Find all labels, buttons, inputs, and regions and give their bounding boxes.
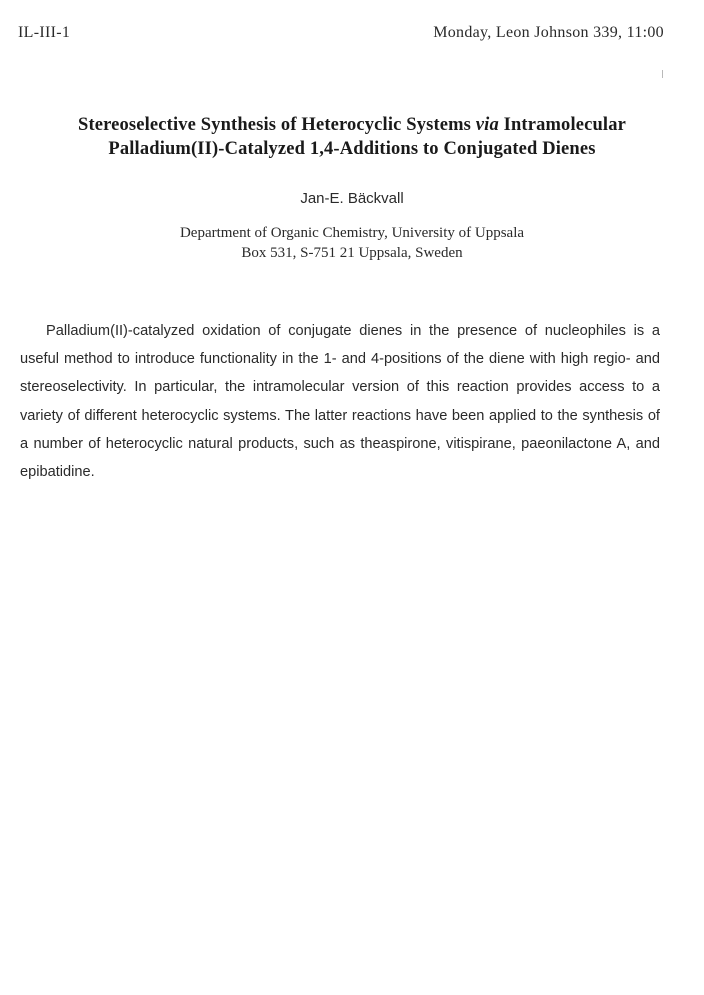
title-line-1: [20, 113, 684, 137]
session-schedule: Monday, Leon Johnson 339, 11:00: [433, 24, 664, 41]
author-name: Jan-E. Bäckvall: [300, 190, 404, 207]
title-italic-via: via: [475, 115, 499, 135]
scan-speck: [662, 70, 663, 78]
author-affiliation: [20, 223, 684, 263]
abstract-paragraph: Palladium(II)-catalyzed oxidation of conjugate dienes in the presence of nucleophiles is a useful method to introduce functionality in the 1- and 4-positions of the diene with high regio- and stereoselectivity. In particular, the intramolecular version of this reaction provides access to a variety of different heterocyclic systems. The latter reactions have been applied to the synthesis of a number of heterocyclic natural products, such as theaspirone, vitispirane, paeonilactone A, and epibatidine.: [20, 323, 660, 481]
title-line-1-start: Stereoselective Synthesis of Heterocyclic Systems: [78, 115, 476, 135]
paper-title: [20, 113, 684, 161]
title-line-1-end: Intramolecular: [498, 115, 626, 135]
session-code: IL-III-1: [18, 24, 71, 41]
affiliation-department: Department of Organic Chemistry, University of Uppsala: [179, 225, 525, 241]
affiliation-address: Box 531, S-751 21 Uppsala, Sweden: [241, 245, 463, 261]
title-line-2: Palladium(II)-Catalyzed 1,4-Additions to Conjugated Dienes: [108, 139, 596, 159]
